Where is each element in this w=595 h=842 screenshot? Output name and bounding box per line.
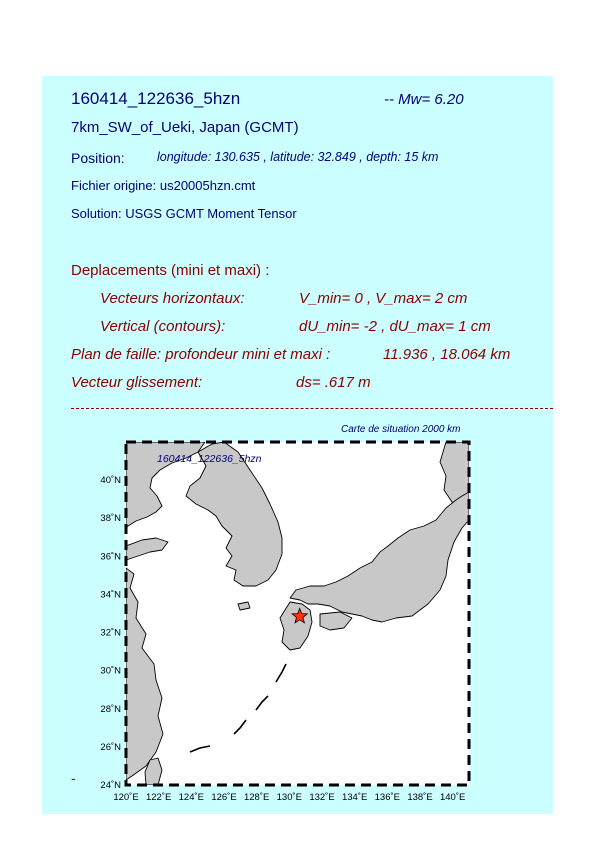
magnitude-label: -- Mw= 6.20 [384, 91, 464, 108]
lon-tick-label: 136˚E [374, 792, 401, 803]
position-label: Position: [71, 150, 125, 166]
lat-tick-label: 36˚N [100, 551, 121, 563]
lat-tick-label: 26˚N [100, 741, 121, 753]
vertical-contours-value: dU_min= -2 , dU_max= 1 cm [299, 318, 491, 335]
latitude-axis [100, 475, 121, 791]
lon-tick-label: 122˚E [145, 792, 172, 803]
jeju-island [238, 602, 250, 610]
longitude-axis [113, 792, 465, 803]
lon-tick-label: 124˚E [178, 792, 205, 803]
solution-label: Solution: USGS GCMT Moment Tensor [71, 206, 297, 221]
map-inner-label: 160414_122636_5hzn [157, 453, 262, 465]
lon-tick-label: 130˚E [276, 792, 303, 803]
lat-tick-label: 28˚N [100, 703, 121, 715]
lon-tick-label: 126˚E [211, 792, 237, 803]
lon-tick-label: 128˚E [243, 792, 270, 803]
lon-tick-label: 140˚E [439, 792, 466, 803]
lon-tick-label: 138˚E [407, 792, 433, 803]
location-label: 7km_SW_of_Ueki, Japan (GCMT) [71, 119, 299, 136]
footer-dash: - [71, 770, 76, 786]
slip-vector-label: Vecteur glissement: [71, 374, 203, 391]
source-file-label: Fichier origine: us20005hzn.cmt [71, 178, 256, 193]
lat-tick-label: 38˚N [100, 513, 121, 525]
slip-vector-value: ds= .617 m [296, 374, 371, 391]
fault-plane-value: 11.936 , 18.064 km [383, 346, 511, 363]
horizontal-vectors-label: Vecteurs horizontaux: [100, 290, 245, 307]
lon-tick-label: 134˚E [341, 792, 368, 803]
vertical-contours-label: Vertical (contours): [100, 318, 226, 335]
event-id-title: 160414_122636_5hzn [71, 89, 241, 108]
lat-tick-label: 34˚N [100, 589, 121, 601]
lon-tick-label: 120˚E [113, 792, 139, 803]
map-caption: Carte de situation 2000 km [341, 424, 461, 435]
horizontal-vectors-value: V_min= 0 , V_max= 2 cm [299, 290, 468, 307]
lat-tick-label: 32˚N [100, 627, 121, 639]
position-value: longitude: 130.635 , latitude: 32.849 , depth: 15 km [157, 150, 439, 164]
lat-tick-label: 24˚N [100, 780, 121, 791]
deplacements-title: Deplacements (mini et maxi) : [71, 262, 270, 279]
lat-tick-label: 30˚N [100, 665, 121, 677]
lon-tick-label: 132˚E [309, 792, 335, 803]
fault-plane-label: Plan de faille: profondeur mini et maxi : [71, 346, 331, 363]
lat-tick-label: 40˚N [100, 475, 121, 487]
